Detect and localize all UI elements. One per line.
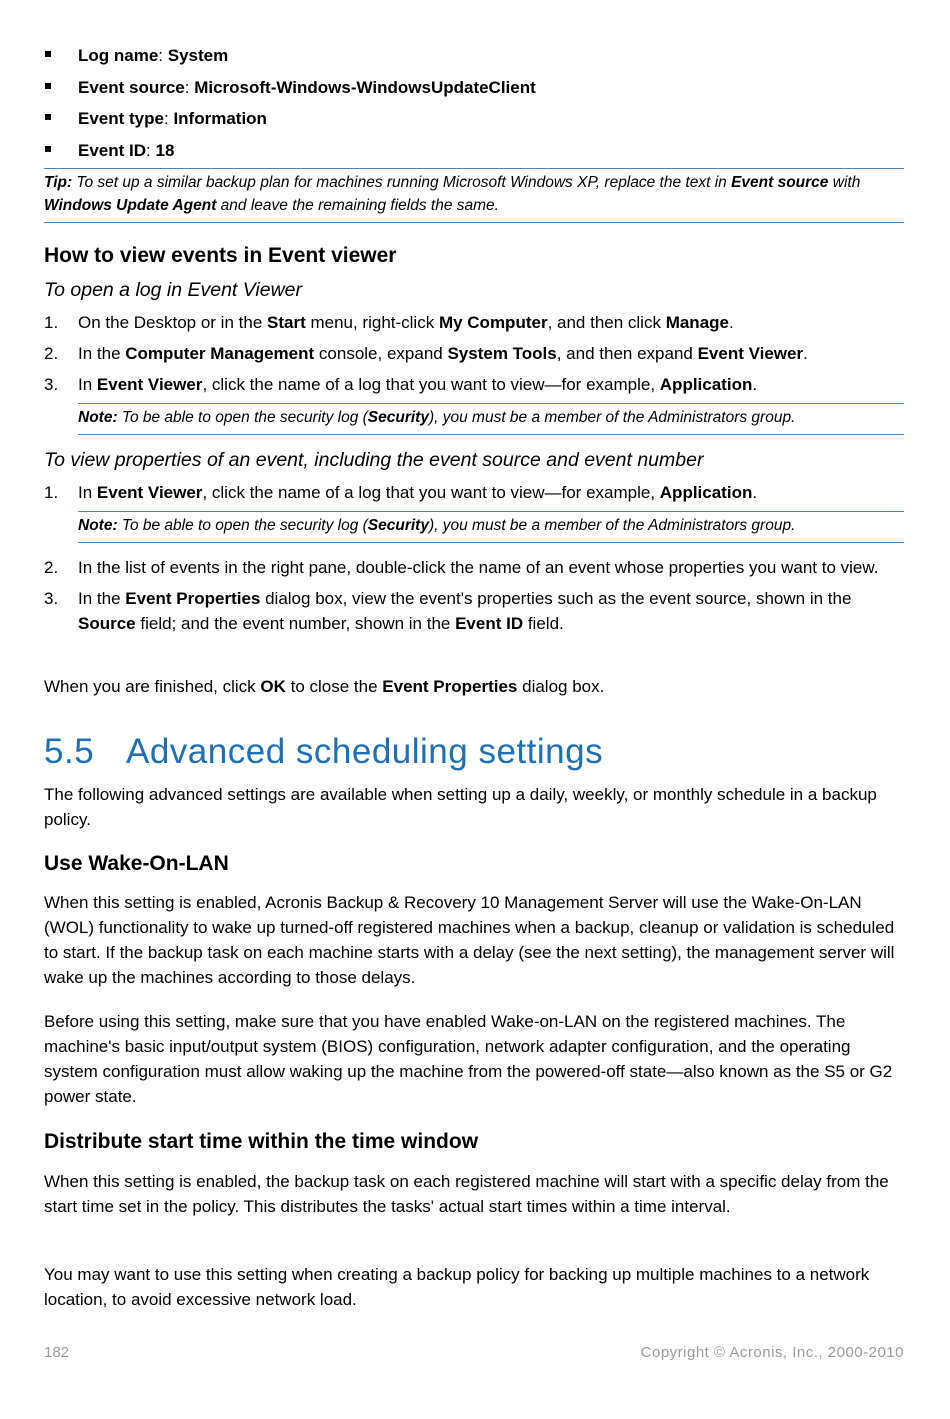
wol-heading: Use Wake-On-LAN [44, 852, 229, 875]
section-intro: The following advanced settings are available when setting up a daily, weekly, or monthly schedule in a backup policy. [44, 785, 877, 829]
event-properties-step-1 [44, 480, 904, 505]
list-item: 3. In Event Viewer, click the name of a log that you want to view—for example, Application. [44, 375, 758, 394]
list-item: Event source: Microsoft-Windows-WindowsUpdateClient [44, 75, 536, 107]
open-log-steps [44, 310, 904, 403]
section-title-text: Advanced scheduling settings [126, 732, 604, 771]
square-bullet-icon [45, 114, 51, 120]
copyright: Copyright © Acronis, Inc., 2000-2010 [640, 1344, 904, 1361]
event-properties-heading: To view properties of an event, including the event source and event number [44, 449, 704, 471]
event-filter-list [44, 43, 536, 169]
list-item: 3. In the Event Properties dialog box, view the event's properties such as the event source, shown in the Source field; and the event number, shown in the Event ID field. [44, 589, 852, 633]
page-number: 182 [44, 1344, 70, 1361]
section-title [44, 730, 603, 774]
distribute-paragraph-1: When this setting is enabled, the backup task on each registered machine will start with a specific delay from the start time set in the policy. This distributes the tasks' actual start times within a time interval. [44, 1172, 889, 1216]
view-events-heading: How to view events in Event viewer [44, 244, 397, 267]
tip-callout: Tip: To set up a similar backup plan for machines running Microsoft Windows XP, replace the text in Event source with Windows Update Agent and leave the remaining fields the same. [44, 168, 904, 223]
distribute-paragraph-2: You may want to use this setting when creating a backup policy for backing up multiple machines to a network location, to avoid excessive network load. [44, 1265, 870, 1309]
list-item: Event ID: 18 [44, 138, 536, 170]
note-callout: Note: To be able to open the security log (Security), you must be a member of the Administrators group. [78, 403, 904, 435]
list-item: 1. In Event Viewer, click the name of a log that you want to view—for example, Application. [44, 483, 758, 502]
wol-paragraph-1: When this setting is enabled, Acronis Backup & Recovery 10 Management Server will use the Wake-On-LAN (WOL) functionality to wake up turned-off registered machines when a backup, cleanup or validation is scheduled to start. If the backup task on each machine starts with a delay (see the next setting), the management server will wake up the machines according to those delays. [44, 893, 895, 987]
distribute-heading: Distribute start time within the time window [44, 1130, 479, 1153]
list-item: 1. On the Desktop or in the Start menu, right-click My Computer, and then click Manage. [44, 313, 734, 332]
note-callout-2: Note: To be able to open the security log (Security), you must be a member of the Administrators group. [78, 511, 904, 543]
square-bullet-icon [45, 146, 51, 152]
open-log-heading: To open a log in Event Viewer [44, 279, 303, 301]
list-item: 2. In the list of events in the right pane, double-click the name of an event whose properties you want to view. [44, 558, 879, 577]
section-number: 5.5 [44, 732, 95, 771]
wol-paragraph-2: Before using this setting, make sure that you have enabled Wake-on-LAN on the registered machines. The machine's basic input/output system (BIOS) configuration, network adapter configuration, and the operating system configuration must allow waking up the machine from the powered-off state—also known as the S5 or G2 power state. [44, 1012, 893, 1106]
list-item: Event type: Information [44, 106, 536, 138]
list-item: Log name: System [44, 43, 536, 75]
square-bullet-icon [45, 83, 51, 89]
square-bullet-icon [45, 51, 51, 57]
list-item: 2. In the Computer Management console, expand System Tools, and then expand Event Viewer. [44, 344, 808, 363]
finish-paragraph: When you are finished, click OK to close the Event Properties dialog box. [44, 677, 605, 696]
event-properties-steps-2-3 [44, 555, 904, 636]
